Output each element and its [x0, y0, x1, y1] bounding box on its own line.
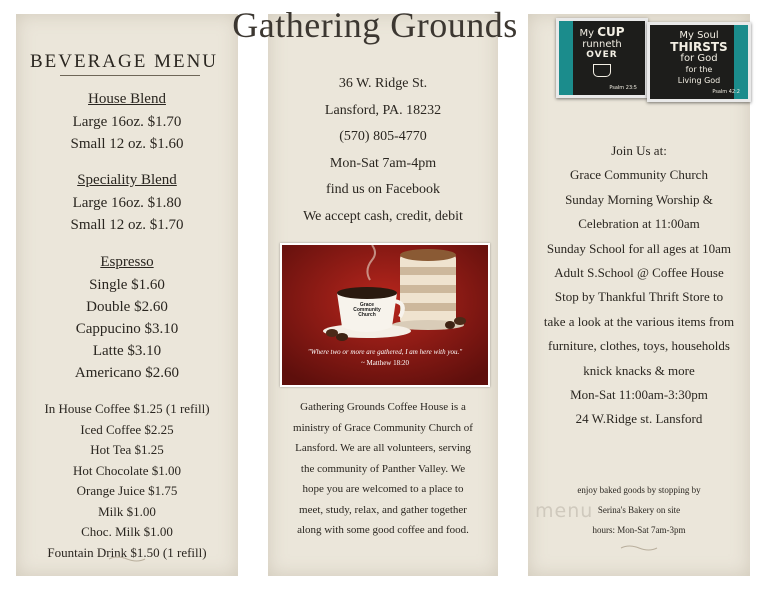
church-line: take a look at the various items from	[543, 313, 735, 329]
section-title: Espresso	[100, 254, 154, 270]
sign-citation: Psalm 42:2	[712, 89, 740, 95]
church-line: Grace Community Church	[570, 167, 708, 183]
coffee-cup-icon	[593, 64, 611, 77]
menu-item: Fountain Drink $1.50 (1 refill)	[47, 544, 207, 560]
flourish-icon	[619, 544, 659, 552]
menu-section-house-blend	[16, 91, 238, 155]
address-line: 36 W. Ridge St.	[338, 76, 428, 91]
church-line: Celebration at 11:00am	[578, 216, 700, 232]
about-line: ministry of Grace Community Church of	[293, 421, 473, 434]
phone-line: (570) 805-4770	[339, 129, 427, 144]
about-paragraph	[276, 397, 490, 541]
menu-item: Small 12 oz. $1.70	[70, 217, 184, 233]
facebook-line: find us on Facebook	[326, 182, 440, 197]
menu-item: Choc. Milk $1.00	[81, 524, 173, 539]
menupages-watermark: menu	[535, 500, 594, 522]
sign-text: Living God	[677, 76, 721, 85]
cup-runneth-over-sign	[556, 18, 648, 98]
menu-item: Large 16oz. $1.80	[72, 195, 182, 211]
menu-item: Hot Tea $1.25	[90, 442, 164, 457]
menu-heading: BEVERAGE MENU	[30, 51, 219, 72]
menu-section-espresso	[16, 254, 238, 384]
menu-item: Milk $1.00	[98, 503, 156, 519]
menu-item: Iced Coffee $2.25	[80, 421, 174, 437]
church-line: Sunday Morning Worship &	[565, 191, 713, 207]
menu-item: Large 16oz. $1.70	[72, 114, 182, 130]
about-line: hope you are welcomed to a place to	[302, 483, 464, 495]
other-drinks-list	[16, 399, 238, 563]
church-line: Adult S.School @ Coffee House	[554, 265, 724, 281]
menu-item: Americano $2.60	[74, 365, 180, 381]
sign-text: OVER	[586, 50, 618, 60]
city-line: Lansford, PA. 18232	[324, 102, 442, 118]
menu-item: Cappucino $3.10	[75, 321, 179, 337]
sign-text: THIRSTS	[670, 40, 728, 54]
heading-divider	[60, 75, 200, 76]
sign-text: for the	[685, 65, 713, 74]
logo-text: Church	[358, 312, 376, 318]
coffee-cups-photo	[280, 243, 490, 387]
menu-item: In House Coffee $1.25 (1 refill)	[44, 401, 210, 416]
church-line: Stop by Thankful Thrift Store to	[554, 289, 724, 305]
menu-item: Single $1.60	[89, 277, 165, 293]
menu-item: Hot Chocolate $1.00	[73, 462, 181, 478]
about-line: along with some good coffee and food.	[297, 524, 469, 536]
about-line: meet, study, relax, and gather together	[299, 503, 467, 516]
church-line: 24 W.Ridge st. Lansford	[575, 411, 703, 427]
sign-text: My Soul	[679, 30, 719, 41]
church-line: Join Us at:	[611, 143, 667, 158]
church-line: Mon-Sat 11:00am-3:30pm	[570, 387, 708, 403]
payment-line: We accept cash, credit, debit	[303, 208, 463, 224]
section-title: Speciality Blend	[77, 172, 177, 188]
contact-info	[268, 71, 498, 230]
menu-item: Small 12 oz. $1.60	[70, 136, 184, 152]
sign-citation: Psalm 23:5	[609, 85, 637, 91]
sign-text: runneth	[582, 39, 622, 50]
section-title: House Blend	[88, 91, 166, 107]
menu-item: Orange Juice $1.75	[76, 483, 178, 498]
menu-item: Double $2.60	[86, 299, 168, 315]
bakery-line: enjoy baked goods by stopping by	[577, 485, 701, 495]
bakery-line: hours: Mon-Sat 7am-3pm	[592, 525, 686, 535]
bible-quote: "Where two or more are gathered, I am here with you."	[307, 348, 463, 356]
menu-item: Latte $3.10	[92, 343, 162, 359]
bible-reference: ~ Matthew 18:20	[360, 359, 410, 367]
church-line: Sunday School for all ages at 10am	[546, 240, 732, 256]
church-line: knick knacks & more	[583, 362, 695, 378]
church-logo	[352, 303, 382, 318]
church-line: furniture, clothes, toys, households	[548, 338, 730, 354]
church-info	[528, 139, 750, 432]
page-title: Gathering Grounds	[232, 5, 518, 45]
menu-section-speciality-blend	[16, 172, 238, 236]
bakery-info	[528, 480, 750, 540]
hours-line: Mon-Sat 7am-4pm	[329, 155, 437, 171]
sign-text: My	[579, 28, 594, 39]
flourish-icon	[107, 555, 147, 563]
sign-text: for God	[680, 53, 718, 64]
soul-thirsts-sign	[647, 22, 751, 102]
about-line: Lansford. We are all volunteers, serving	[295, 442, 471, 454]
about-line: Gathering Grounds Coffee House is a	[300, 401, 466, 413]
logo-text: Grace	[359, 302, 375, 308]
about-line: the community of Panther Valley. We	[300, 462, 466, 475]
bakery-line: Serina's Bakery on site	[597, 505, 681, 515]
sign-text: CUP	[597, 25, 625, 39]
logo-text: Community	[353, 307, 381, 313]
